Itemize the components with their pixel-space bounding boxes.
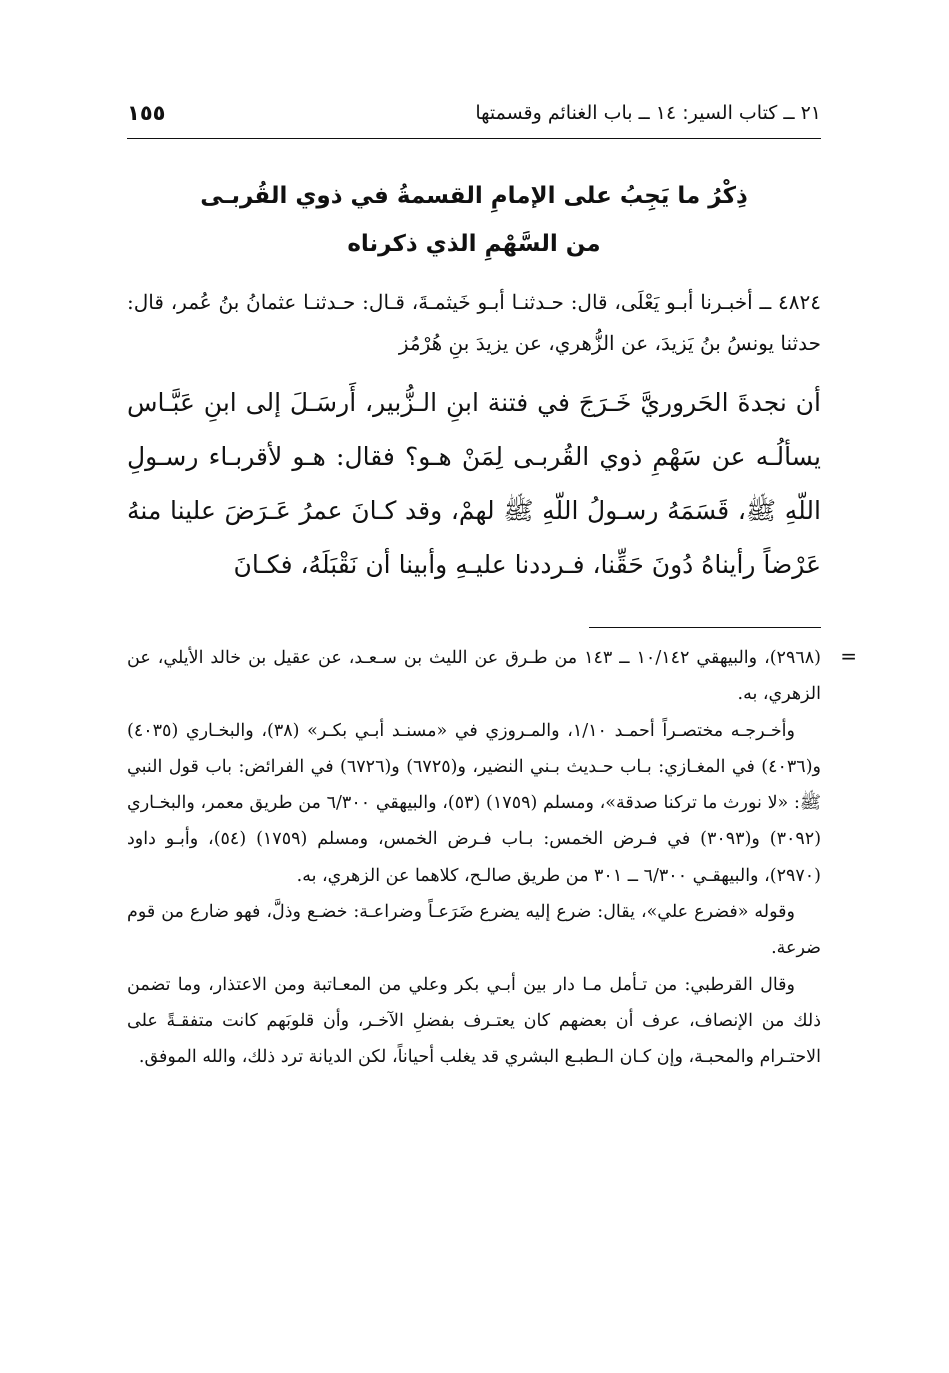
running-title: ٢١ ــ كتاب السير: ١٤ ــ باب الغنائم وقسمتها — [475, 102, 821, 124]
footnotes — [127, 640, 821, 1076]
footnote-rule — [589, 627, 821, 628]
section-heading — [127, 172, 821, 268]
footnote-paragraph: وقوله «فضرع علي»، يقال: ضرع إليه يضرع ضَرَعـاً وضراعـة: خضـع وذلَّ، فهو ضارع من قوم ضرعة. — [127, 902, 821, 959]
heading-line-2: من السَّهْمِ الذي ذكرناه — [347, 231, 601, 257]
running-header — [127, 96, 821, 130]
page-number: ١٥٥ — [127, 101, 166, 125]
footnote-paragraph: (٢٩٦٨)، والبيهقي ١٠/١٤٢ ــ ١٤٣ من طـرق عن الليث بن سـعـد، عن عقيل بن خالد الأيلي، عن الزهري، به. — [127, 648, 821, 705]
hadith-isnad: ٤٨٢٤ ــ أخبـرنا أبـو يَعْلَى، قال: حـدثنـا أبـو خَيثمـةَ، قـال: حـدثنـا عثمانُ بنُ عُمر، قال: حدثنا يونسُ بنُ يَزيدَ، عن الزُّهري، عن يزيدَ بنِ هُرْمُز — [127, 290, 821, 355]
heading-line-1: ذِكْرُ ما يَجِبُ على الإمامِ القسمةُ في ذوي القُربـى — [200, 183, 748, 209]
footnote-paragraph: وقال القرطبي: من تـأمل مـا دار بين أبـي بكر وعلي من المعـاتبة ومن الاعتذار، وما تضمن ذلك من الإنصاف، عرف أن بعضهم كان يعتـرف بفضلِ الآخـر، وأن قلوبَهم كانت متفقـةً على الاحتـرام والمحبـة، وإن كـان الـطبـع البشري قد يغلب أحياناً، لكن الديانة ترد ذلك، والله الموفق. — [127, 974, 821, 1068]
hadith-matn: أن نجدةَ الحَروريَّ خَـرَجَ في فتنة ابنِ الـزُّبير، أَرسَـلَ إلى ابنِ عَبَّـاس يسألُـه عن سَهْمِ ذوي القُربـى لِمَنْ هـو؟ فقال: هـو لأقربـاء رسـولِ اللّهِ ﷺ، قَسَمَهُ رسـولُ اللّهِ ﷺ لهمْ، وقد كـانَ عمرُ عَـرَضَ علينا منهُ عَرْضاً رأيناهُ دُونَ حَقِّنا، فـرددنا عليـهِ وأبينا أن نَقْبَلَهُ، فكـانَ — [127, 388, 821, 579]
header-rule — [127, 138, 821, 139]
footnote-continuation-mark: = — [840, 644, 857, 668]
footnote-paragraph: وأخـرجـه مختصـراً أحمـد ١/١٠، والمـروزي في «مسنـد أبـي بكـر» (٣٨)، والبخـاري (٤٠٣٥) و(٤٠٣٦) في المغـازي: بـاب حـديث بـني النضير، و(٦٧٢٥) و(٦٧٢٦) في الفرائض: باب قول النبي ﷺ: «لا نورث ما تركنا صدقة»، ومسلم (١٧٥٩) (٥٣)، والبيهقي ٦/٣٠٠ من طريق معمر، والبخـاري (٣٠٩٢) و(٣٠٩٣) في فـرض الخمس: بـاب فـرض الخمس، ومسلم (١٧٥٩) (٥٤)، وأبـو داود (٢٩٧٠)، والبيهقـي ٦/٣٠٠ ــ ٣٠١ من طريق صالـح، كلاهما عن الزهري، به. — [127, 720, 822, 886]
